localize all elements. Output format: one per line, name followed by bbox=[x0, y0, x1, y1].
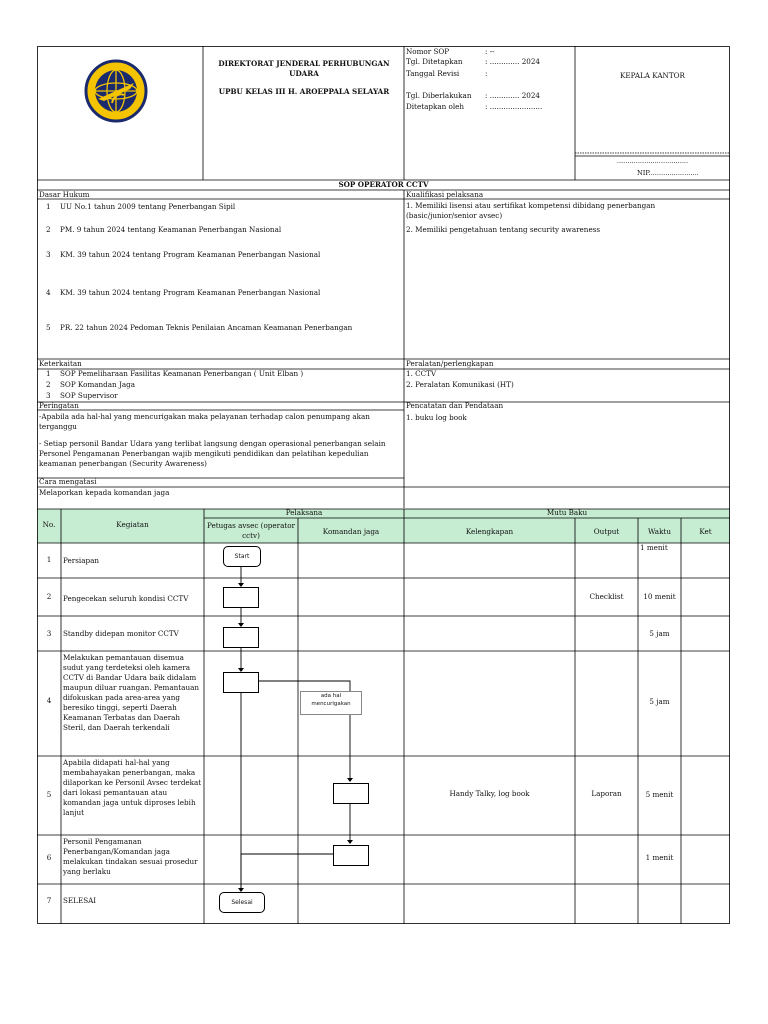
row-3-no: 3 bbox=[46, 629, 52, 638]
row-2-kegiatan: Pengecekan seluruh kondisi CCTV bbox=[63, 594, 189, 603]
flow-start-terminator: Start bbox=[223, 546, 261, 567]
dasar-hukum-item-2: PM. 9 tahun 2024 tentang Keamanan Penerbangan Nasional bbox=[60, 225, 282, 234]
row-1-kegiatan: Persiapan bbox=[63, 556, 99, 565]
org-line-2: UDARA bbox=[289, 69, 319, 78]
col-header-no: No. bbox=[42, 520, 56, 529]
row-6-kegiatan: Personil Pengamanan Penerbangan/Komandan jaga melakukan tindakan sesuai prosedur yang berlaku bbox=[63, 837, 198, 876]
meta-value-diberlakukan: : ............. 2024 bbox=[485, 91, 540, 100]
col-header-petugas: Petugas avsec (operator cctv) bbox=[206, 521, 296, 540]
cara-mengatasi-text: Melaporkan kepada komandan jaga bbox=[39, 488, 170, 497]
flow-end-terminator: Selesai bbox=[219, 892, 265, 913]
col-header-kegiatan: Kegiatan bbox=[116, 520, 149, 529]
keterkaitan-no-2: 2 bbox=[46, 380, 51, 389]
meta-label-ditetapkan: Tgl. Ditetapkan bbox=[406, 57, 463, 66]
dasar-hukum-item-1: UU No.1 tahun 2009 tentang Penerbangan Sipil bbox=[60, 202, 236, 211]
flow-note-suspicious: ada hal mencurigakan bbox=[300, 691, 362, 715]
peralatan-item-2: 2. Peralatan Komunikasi (HT) bbox=[406, 380, 514, 389]
row-7-no: 7 bbox=[46, 896, 52, 905]
row-5-no: 5 bbox=[46, 790, 52, 799]
meta-label-diberlakukan: Tgl. Diberlakukan bbox=[406, 91, 472, 100]
peralatan-item-1: 1. CCTV bbox=[406, 369, 437, 378]
col-header-ket: Ket bbox=[699, 527, 712, 536]
signature-dots: .................................. bbox=[616, 157, 689, 165]
row-7-kegiatan: SELESAI bbox=[63, 896, 97, 905]
row-2-output: Checklist bbox=[589, 592, 624, 601]
dasar-hukum-heading: Dasar Hukum bbox=[39, 190, 90, 199]
flow-step-action bbox=[333, 845, 369, 866]
keterkaitan-item-3: SOP Supervisor bbox=[60, 391, 118, 400]
peringatan-text-2: - Setiap personil Bandar Udara yang terlibat langsung dengan operasional penerbangan selain Personel Pengamanan Penerbangan wajib mengikuti pendidikan dan pelatihan kepedulian keamanan penerbangan (Security Awareness) bbox=[39, 439, 386, 468]
keterkaitan-heading: Keterkaitan bbox=[39, 359, 82, 368]
row-4-kegiatan: Melakukan pemantauan disemua sudut yang terdeteksi oleh kamera CCTV di Bandar Udara baik didalam maupun diluar ruangan. Pemantauan difokuskan pada area-area yang beresiko tinggi, seperti Daerah Keamanan Terbatas dan Daerah Steril, dan Daerah terkendali bbox=[63, 653, 199, 732]
sop-document bbox=[37, 46, 730, 924]
cara-mengatasi-heading: Cara mengatasi bbox=[39, 477, 97, 486]
row-4-waktu: 5 jam bbox=[649, 697, 670, 706]
dasar-hukum-item-3: KM. 39 tahun 2024 tentang Program Keamanan Penerbangan Nasional bbox=[60, 250, 321, 259]
flow-step-monitor bbox=[223, 672, 259, 693]
col-header-mutu: Mutu Baku bbox=[546, 508, 588, 517]
meta-value-ditetapkan-oleh: : ....................... bbox=[485, 102, 543, 111]
flow-step-report bbox=[333, 783, 369, 804]
nip-field: NIP........................ bbox=[637, 169, 699, 177]
col-header-waktu: Waktu bbox=[648, 527, 671, 536]
keterkaitan-no-1: 1 bbox=[46, 369, 51, 378]
dasar-hukum-no-1: 1 bbox=[46, 202, 51, 211]
col-header-kelengkapan: Kelengkapan bbox=[465, 527, 514, 536]
kualifikasi-item-2: 2. Memiliki pengetahuan tentang security awareness bbox=[406, 225, 601, 234]
col-header-output: Output bbox=[593, 527, 620, 536]
org-line-1: DIREKTORAT JENDERAL PERHUBUNGAN bbox=[218, 59, 390, 68]
flow-step-check bbox=[223, 587, 259, 608]
dasar-hukum-item-5: PR. 22 tahun 2024 Pedoman Teknis Penilaian Ancaman Keamanan Penerbangan bbox=[60, 323, 353, 332]
dasar-hukum-no-4: 4 bbox=[46, 288, 51, 297]
keterkaitan-item-1: SOP Pemeliharaan Fasilitas Keamanan Penerbangan ( Unit Elban ) bbox=[60, 369, 304, 378]
keterkaitan-item-2: SOP Komandan Jaga bbox=[60, 380, 136, 389]
flow-step-standby bbox=[223, 627, 259, 648]
meta-value-nomor: : -- bbox=[485, 47, 495, 56]
keterkaitan-no-3: 3 bbox=[46, 391, 51, 400]
col-header-pelaksana: Pelaksana bbox=[285, 508, 323, 517]
sop-title: SOP OPERATOR CCTV bbox=[338, 180, 429, 189]
row-6-waktu: 1 menit bbox=[645, 853, 674, 862]
row-1-waktu: 1 menit bbox=[640, 543, 668, 552]
dasar-hukum-no-5: 5 bbox=[46, 323, 51, 332]
approver-title: KEPALA KANTOR bbox=[620, 71, 685, 80]
pencatatan-item-1: 1. buku log book bbox=[406, 413, 467, 422]
peringatan-text-1: -Apabila ada hal-hal yang mencurigakan maka pelayanan terhadap calon penumpang akan terganggu bbox=[39, 412, 370, 431]
row-3-kegiatan: Standby didepan monitor CCTV bbox=[63, 629, 179, 638]
kualifikasi-item-1: 1. Memiliki lisensi atau sertifikat kompetensi dibidang penerbangan (basic/junior/senior avsec) bbox=[406, 201, 656, 220]
org-line-3: UPBU KELAS III H. AROEPPALA SELAYAR bbox=[218, 87, 390, 96]
meta-label-ditetapkan-oleh: Ditetapkan oleh bbox=[406, 102, 465, 111]
row-2-no: 2 bbox=[46, 592, 52, 601]
row-5-kegiatan: Apabila didapati hal-hal yang membahayakan penerbangan, maka dilaporkan ke Personil Avsec terdekat dari lokasi pemantauan atau komandan jaga untuk diproses lebih lanjut bbox=[63, 758, 202, 817]
dasar-hukum-item-4: KM. 39 tahun 2024 tentang Program Keamanan Penerbangan Nasional bbox=[60, 288, 321, 297]
dasar-hukum-no-3: 3 bbox=[46, 250, 51, 259]
col-header-komandan: Komandan jaga bbox=[322, 527, 380, 536]
kualifikasi-heading: Kualifikasi pelaksana bbox=[406, 190, 484, 199]
dephub-logo-icon bbox=[84, 59, 148, 123]
row-5-output: Laporan bbox=[591, 789, 622, 798]
peringatan-heading: Peringatan bbox=[39, 401, 79, 410]
meta-value-revisi: : bbox=[485, 69, 488, 78]
row-6-no: 6 bbox=[46, 853, 52, 862]
row-1-no: 1 bbox=[46, 555, 52, 564]
meta-value-ditetapkan: : ............. 2024 bbox=[485, 57, 540, 66]
row-5-kelengkapan: Handy Talky, log book bbox=[449, 789, 530, 798]
row-3-waktu: 5 jam bbox=[649, 629, 670, 638]
meta-label-revisi: Tanggal Revisi bbox=[406, 69, 460, 78]
peralatan-heading: Peralatan/perlengkapan bbox=[406, 359, 494, 368]
row-4-no: 4 bbox=[46, 696, 52, 705]
pencatatan-heading: Pencatatan dan Pendataan bbox=[406, 401, 504, 410]
meta-label-nomor: Nomor SOP bbox=[406, 47, 450, 56]
row-5-waktu: 5 menit bbox=[645, 790, 674, 799]
row-2-waktu: 10 menit bbox=[643, 592, 676, 601]
dasar-hukum-no-2: 2 bbox=[46, 225, 51, 234]
